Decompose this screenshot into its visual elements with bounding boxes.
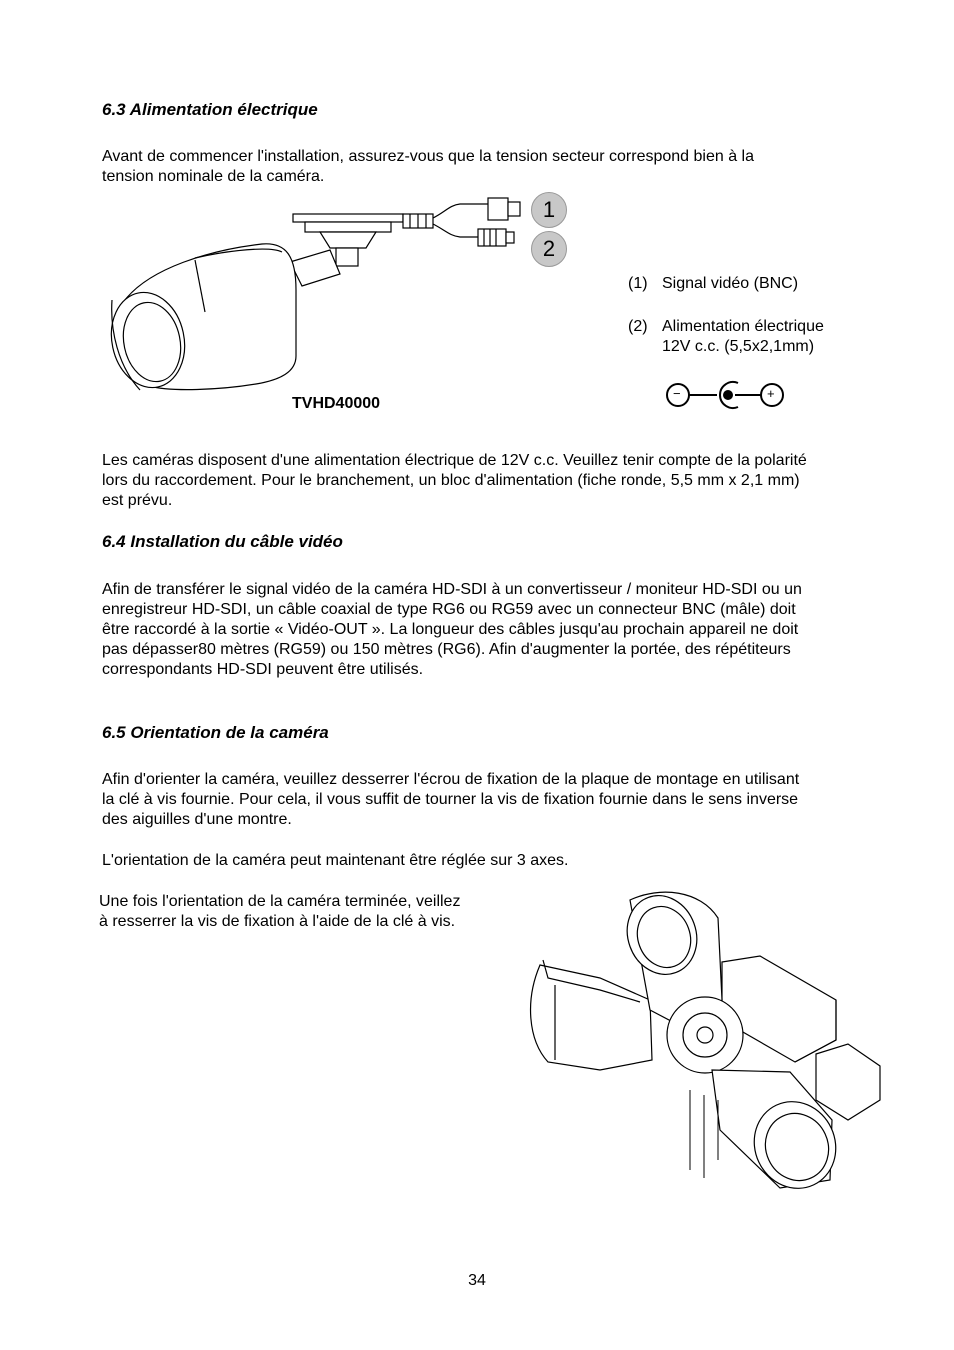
- intro-line: Avant de commencer l'installation, assurez-vous que la tension secteur correspond bien à la: [102, 148, 755, 165]
- polarity-plus: +: [767, 386, 775, 401]
- video-cable-paragraph: [102, 580, 802, 680]
- section-heading-6-5: 6.5 Orientation de la caméra: [102, 723, 329, 742]
- legend-sublabel: 12V c.c. (5,5x2,1mm): [662, 338, 815, 355]
- orientation-paragraph: [102, 770, 799, 830]
- paragraph-line: correspondants HD-SDI peuvent être utilisés.: [102, 661, 424, 678]
- paragraph-line: est prévu.: [102, 492, 173, 509]
- legend-number: (1): [628, 275, 648, 292]
- intro-paragraph: [102, 147, 754, 187]
- paragraph-line: la clé à vis fournie. Pour cela, il vous suffit de tourner la vis de fixation fournie dans le sens inverse: [102, 791, 799, 808]
- page-number: 34: [468, 1272, 486, 1289]
- intro-line: tension nominale de la caméra.: [102, 168, 325, 185]
- paragraph-line: Les caméras disposent d'une alimentation électrique de 12V c.c. Veuillez tenir compte de la polarité: [102, 452, 807, 469]
- tighten-paragraph: [99, 892, 460, 932]
- model-label: TVHD40000: [292, 395, 381, 412]
- section-heading-6-3: 6.3 Alimentation électrique: [102, 100, 318, 119]
- paragraph-line: à resserrer la vis de fixation à l'aide de la clé à vis.: [99, 913, 456, 930]
- callout-2: 2: [531, 231, 567, 267]
- paragraph-line: enregistreur HD-SDI, un câble coaxial de type RG6 ou RG59 avec un connecteur BNC (mâle) doit: [102, 601, 796, 618]
- paragraph-line: Afin de transférer le signal vidéo de la caméra HD-SDI à un convertisseur / moniteur HD-SDI ou un: [102, 581, 802, 598]
- legend-item-1: [628, 274, 798, 294]
- legend-number: (2): [628, 318, 648, 335]
- paragraph-line: lors du raccordement. Pour le branchement, un bloc d'alimentation (fiche ronde, 5,5 mm x 2,1 mm): [102, 472, 800, 489]
- paragraph-line: des aiguilles d'une montre.: [102, 811, 292, 828]
- legend-item-2: [628, 317, 824, 357]
- legend-label: Alimentation électrique: [662, 318, 824, 335]
- paragraph-line: être raccordé à la sortie « Vidéo-OUT ». La longueur des câbles jusqu'au prochain appareil ne doit: [102, 621, 799, 638]
- power-paragraph: [102, 451, 807, 511]
- legend-label: Signal vidéo (BNC): [662, 275, 799, 292]
- paragraph-line: Une fois l'orientation de la caméra terminée, veillez: [99, 893, 461, 910]
- paragraph-line: Afin d'orienter la caméra, veuillez desserrer l'écrou de fixation de la plaque de montage en utilisant: [102, 771, 800, 788]
- section-heading-6-4: 6.4 Installation du câble vidéo: [102, 532, 343, 551]
- paragraph-line: pas dépasser80 mètres (RG59) ou 150 mètres (RG6). Afin d'augmenter la portée, des répétiteurs: [102, 641, 791, 658]
- polarity-minus: −: [673, 386, 681, 401]
- axes-paragraph: L'orientation de la caméra peut maintenant être réglée sur 3 axes.: [102, 852, 569, 869]
- callout-1: 1: [531, 192, 567, 228]
